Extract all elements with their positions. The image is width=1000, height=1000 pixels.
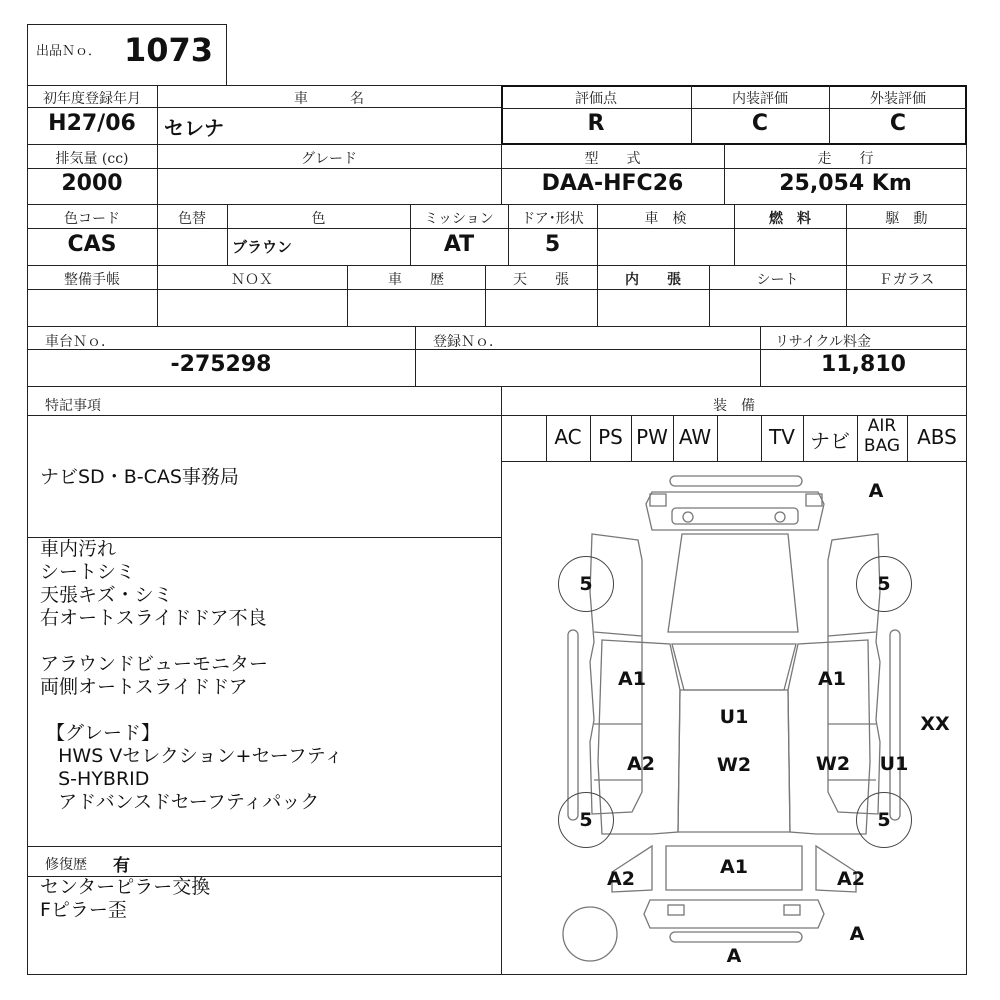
damage-right-side-2: U1: [879, 753, 909, 775]
regno-label: 登録Ｎｏ．: [433, 334, 503, 350]
damage-right-rear-door: W2: [815, 753, 851, 775]
color-value: ブラウン: [232, 238, 293, 256]
lot-number-box: [27, 24, 227, 86]
notes-body-text: 車内汚れ シートシミ 天張キズ・シミ 右オートスライドドア不良 アラウンドビューモニター 両側オートスライドドア 【グレード】 HWS Vセレクション+セーフティ S-HYBRID アドバンスドセーフティパック: [40, 538, 344, 813]
displacement-value: 2000: [61, 171, 123, 196]
equipment-aw: AW: [678, 425, 712, 449]
drive-label: 駆 動: [885, 211, 928, 227]
damage-right-front-door: A1: [818, 668, 846, 690]
equipment-pw: PW: [636, 425, 668, 449]
interior-label: 内装評価: [732, 91, 788, 107]
tire-front-right: 5: [856, 556, 912, 612]
tire-rear-right: 5: [856, 792, 912, 848]
damage-rear-bumper-right: A: [849, 923, 865, 945]
nox-label: ＮＯＸ: [231, 272, 273, 288]
equipment-ps: PS: [598, 425, 623, 449]
damage-roof-rear: W2: [716, 754, 752, 776]
recycle-value: 11,810: [821, 352, 906, 377]
score-value: R: [587, 111, 605, 136]
damage-left-front-door: A1: [618, 668, 646, 690]
maintenance-label: 整備手帳: [64, 272, 120, 288]
equipment-airbag: AIR BAG: [863, 416, 901, 456]
special-notes-text: ナビSD・B-CAS事務局: [40, 466, 239, 488]
repair-history-label: 修復歴: [45, 857, 87, 873]
color-change-label: 色替: [178, 211, 206, 227]
tire-rear-left: 5: [558, 792, 614, 848]
door-label: ドア･形状: [521, 211, 584, 227]
score-label: 評価点: [575, 91, 617, 107]
color-code-label: 色コード: [64, 211, 120, 227]
sunroof-label: 天 張: [513, 272, 569, 288]
history-label: 車 歴: [388, 272, 444, 288]
repair-history-value: 有: [113, 856, 130, 876]
lot-number-label: 出品Ｎｏ．: [36, 44, 102, 59]
displacement-label: 排気量 (cc): [55, 151, 129, 167]
grade-label: グレード: [301, 151, 357, 167]
model-value: DAA-HFC26: [541, 171, 684, 196]
mission-value: AT: [443, 232, 475, 257]
damage-right-side-1: XX: [920, 713, 950, 735]
lot-number: 1073: [124, 31, 214, 69]
chassis-value: -275298: [170, 352, 272, 377]
damage-front: A: [868, 480, 884, 502]
damage-right-rear-quarter: A2: [837, 868, 865, 890]
color-label: 色: [311, 211, 326, 227]
inspection-label: 車 検: [644, 211, 687, 227]
fuel-label: 燃 料: [769, 211, 811, 227]
damage-roof-front: U1: [719, 706, 749, 728]
exterior-label: 外装評価: [870, 91, 926, 107]
repair-details-text: センターピラー交換 Fピラー歪: [40, 876, 211, 921]
damage-left-rear-quarter: A2: [607, 868, 635, 890]
fglass-label: Ｆガラス: [878, 272, 935, 288]
reg-year-value: H27/06: [48, 111, 136, 136]
reg-year-label: 初年度登録年月: [43, 91, 141, 107]
equipment-tv: TV: [769, 425, 795, 449]
car-name-value: セレナ: [164, 116, 224, 140]
equipment-ac: AC: [554, 425, 582, 449]
damage-rear-glass: A1: [720, 856, 748, 878]
tire-front-left: 5: [558, 556, 614, 612]
color-code-value: CAS: [67, 232, 117, 257]
seat-label: シート: [756, 272, 799, 288]
damage-rear-bumper: A: [726, 945, 742, 967]
exterior-value: C: [889, 111, 907, 136]
car-name-label: 車 名: [294, 91, 364, 107]
chassis-label: 車台Ｎｏ．: [45, 334, 115, 350]
mileage-label: 走 行: [817, 151, 874, 167]
equipment-navi: ナビ: [810, 429, 850, 453]
recycle-label: リサイクル料金: [775, 334, 872, 350]
equipment-abs: ABS: [917, 425, 957, 449]
interior-trim-label: 内 張: [625, 272, 681, 288]
special-notes-label: 特記事項: [45, 398, 101, 414]
mission-label: ミッション: [424, 211, 494, 227]
equipment-label: 装 備: [713, 398, 755, 414]
mileage-value: 25,054 Km: [779, 171, 912, 196]
door-value: 5: [544, 232, 561, 257]
model-label: 型 式: [584, 151, 641, 167]
damage-left-rear-door: A2: [627, 753, 655, 775]
interior-value: C: [751, 111, 769, 136]
